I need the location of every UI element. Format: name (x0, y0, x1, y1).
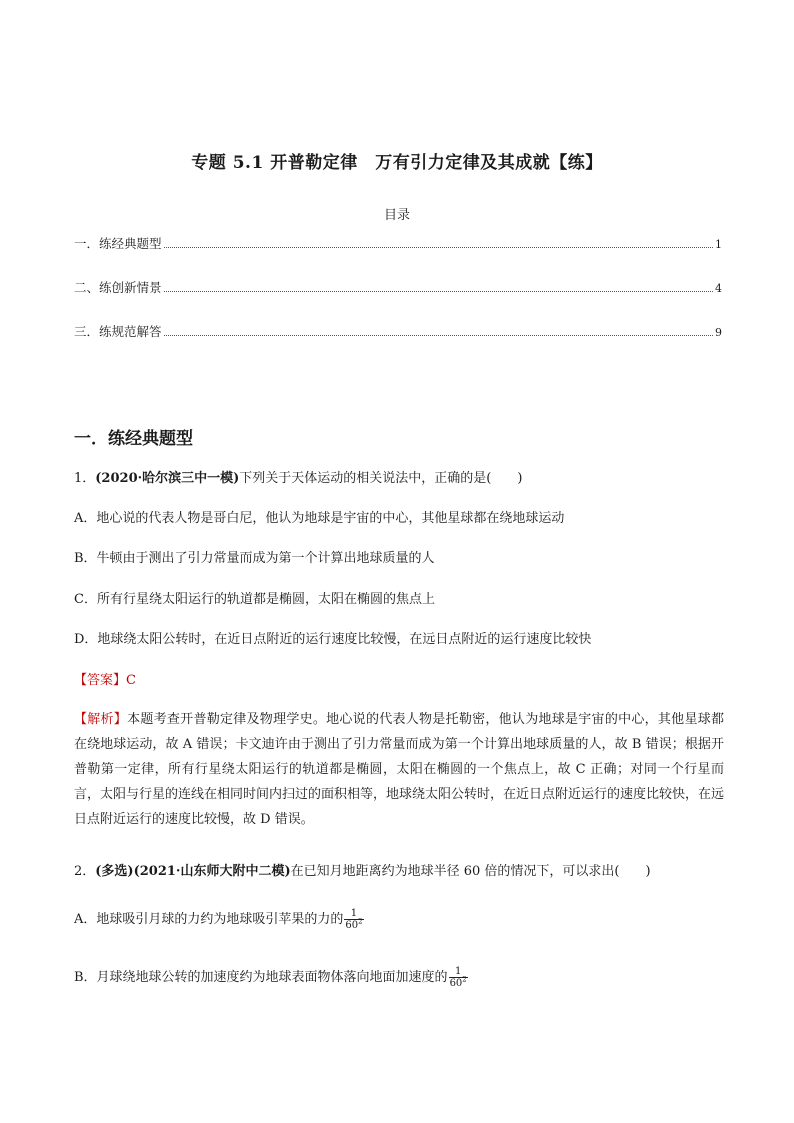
toc-item-2[interactable] (74, 278, 722, 296)
option-text: B．月球绕地球公转的加速度约为地球表面物体落向地面加速度的 (74, 970, 448, 985)
fraction (344, 908, 363, 931)
toc-item-1[interactable] (74, 234, 722, 252)
question-2-stem (74, 862, 722, 882)
fraction-numerator: 1 (449, 966, 468, 978)
question-source: (2020·哈尔滨三中一模) (95, 471, 240, 486)
toc-item-label: 三．练规范解答 (74, 324, 162, 339)
toc-leader-dots (164, 334, 713, 336)
toc-item-page: 1 (715, 238, 722, 251)
question-1-option-d: D．地球绕太阳公转时，在近日点附近的运行速度比较慢，在远日点附近的运行速度比较快 (74, 632, 592, 647)
question-source: (2021·山东师大附中二模) (133, 864, 291, 879)
toc-item-page: 9 (715, 326, 722, 339)
fraction-base: 60 (449, 978, 463, 989)
question-1-stem (74, 469, 722, 489)
question-1-option-c: C．所有行星绕太阳运行的轨道都是椭圆，太阳在椭圆的焦点上 (74, 592, 435, 607)
fraction-denominator (449, 975, 468, 989)
question-2-option-b (74, 966, 722, 989)
question-text: 在已知月地距离约为地球半径 60 倍的情况下，可以求出( ) (290, 864, 651, 879)
fraction-numerator: 1 (344, 908, 363, 920)
answer-value: C (126, 673, 136, 688)
toc-item-3[interactable] (74, 322, 722, 340)
toc-item-page: 4 (715, 282, 722, 295)
analysis-paragraph (74, 707, 724, 832)
toc-item-label: 一．练经典题型 (74, 236, 162, 251)
fraction-exponent: 2 (462, 975, 467, 984)
question-multi-tag: (多选) (95, 864, 134, 879)
question-2-option-a (74, 908, 722, 931)
option-text: A．地球吸引月球的力约为地球吸引苹果的力的 (74, 912, 344, 927)
toc-leader-dots (164, 290, 713, 292)
question-number: 2． (74, 864, 96, 879)
fraction (449, 966, 468, 989)
toc-item-label: 二、练创新情景 (74, 280, 162, 295)
analysis-label: 【解析】 (74, 712, 128, 727)
question-1-option-b: B．牛顿由于测出了引力常量而成为第一个计算出地球质量的人 (74, 551, 435, 566)
section-heading: 一．练经典题型 (74, 429, 193, 449)
answer-label: 【答案】 (74, 673, 127, 688)
toc-leader-dots (164, 246, 713, 248)
question-text: 下列关于天体运动的相关说法中，正确的是( ) (239, 471, 523, 486)
document-title: 专题 5.1 开普勒定律 万有引力定律及其成就【练】 (191, 153, 603, 173)
question-number: 1． (74, 471, 96, 486)
fraction-denominator (344, 917, 363, 931)
analysis-text: 本题考查开普勒定律及物理学史。地心说的代表人物是托勒密，他认为地球是宇宙的中心，其他星球都在绕地球运动，故 A 错误；卡文迪许由于测出了引力常量而成为第一个计算出地球质量的人，故 B 错误；根据开普勒第一定律，所有行星绕太阳运行的轨道都是椭圆，太阳在椭圆的一个焦点上，故 C 正确；对同一个行星而言，太阳与行星的连线在相同时间内扫过的面积相等，地球绕太阳公转时，在近日点附近运行的速度比较快，在远日点附近运行的速度比较慢，故 D 错误。 (74, 712, 725, 827)
toc-heading: 目录 (383, 208, 410, 223)
fraction-exponent: 2 (358, 917, 363, 926)
fraction-base: 60 (345, 920, 359, 931)
answer-line (74, 671, 722, 691)
question-1-option-a: A．地心说的代表人物是哥白尼，他认为地球是宇宙的中心，其他星球都在绕地球运动 (74, 511, 565, 526)
